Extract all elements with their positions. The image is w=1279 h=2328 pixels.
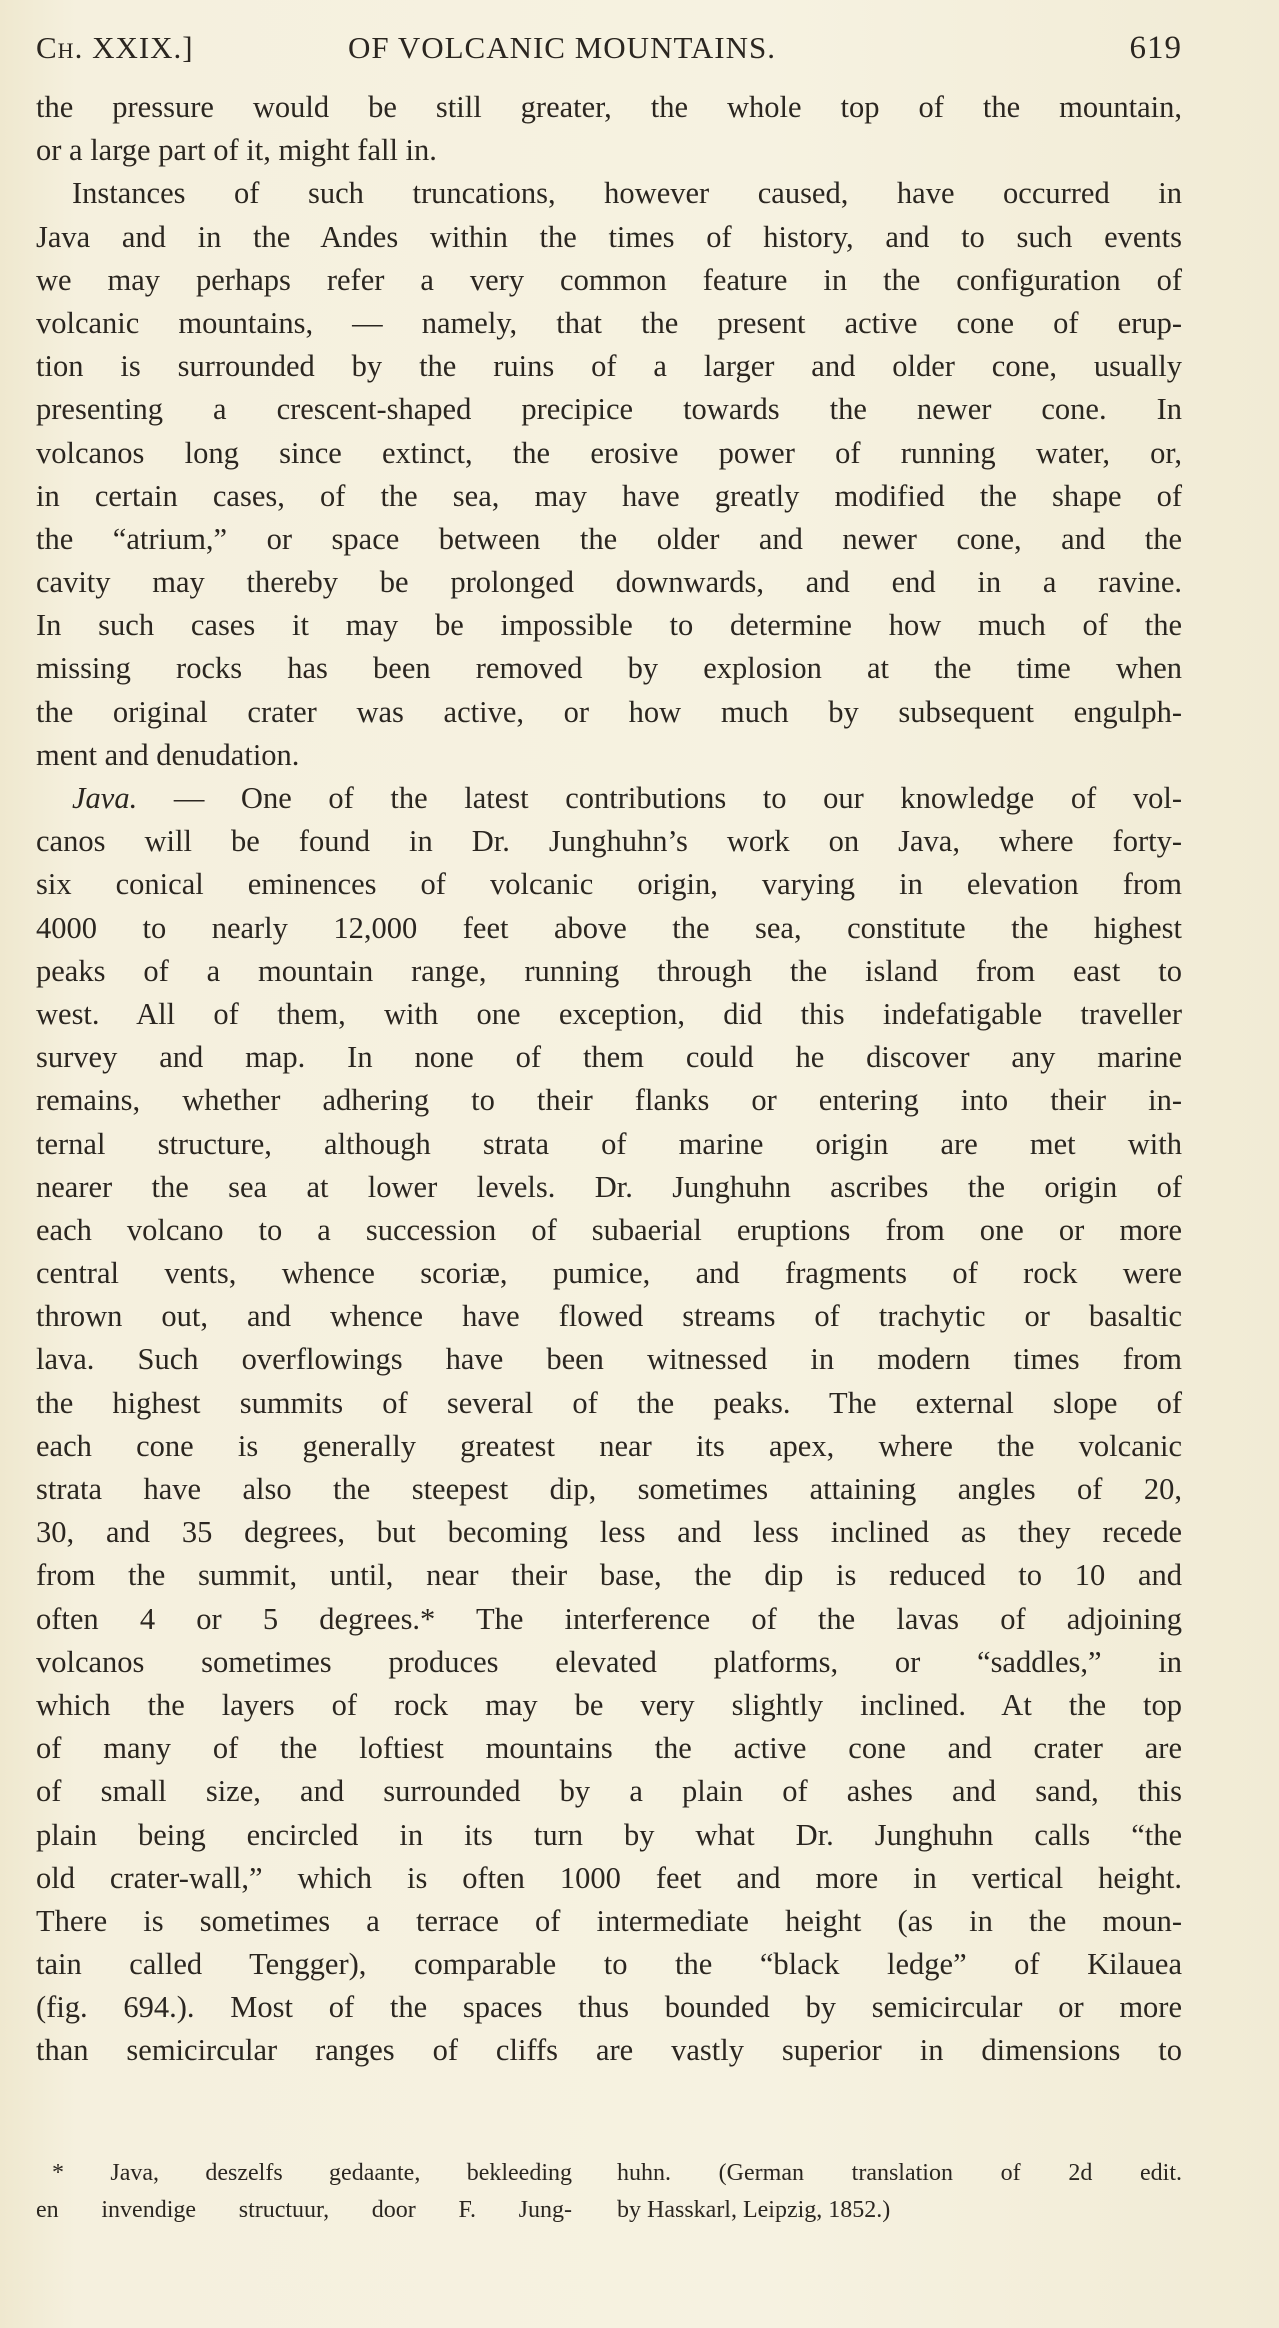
text-line-content: lava. Such overflowings have been witnessed in modern times from: [36, 1342, 1182, 1377]
text-line-content: Instances of such truncations, however caused, have occurred in: [72, 176, 1182, 211]
text-line: [36, 993, 1182, 1036]
text-line-content: in certain cases, of the sea, may have greatly modified the shape of: [36, 478, 1182, 513]
text-line-content: which the layers of rock may be very slightly inclined. At the top: [36, 1687, 1182, 1722]
text-line-content: of small size, and surrounded by a plain of ashes and sand, this: [36, 1774, 1182, 1809]
text-line-content: There is sometimes a terrace of intermediate height (as in the moun-: [36, 1903, 1182, 1938]
text-line-content: or a large part of it, might fall in.: [36, 133, 437, 168]
text-line-content: each cone is generally greatest near its apex, where the volcanic: [36, 1428, 1182, 1463]
text-line: [36, 1295, 1182, 1338]
text-line: [36, 691, 1182, 734]
text-line-content: volcanos long since extinct, the erosive power of running water, or,: [36, 435, 1182, 470]
text-line-content: missing rocks has been removed by explosion at the time when: [36, 651, 1182, 686]
body-text: [36, 86, 1182, 2073]
text-line-content: cavity may thereby be prolonged downwards, and end in a ravine.: [36, 565, 1182, 600]
footnote-line: en invendige structuur, door F. Jung-: [36, 2197, 572, 2223]
footnote-line: by Hasskarl, Leipzig, 1852.): [617, 2197, 891, 2223]
text-line: [36, 1166, 1182, 1209]
text-line: [36, 1209, 1182, 1252]
text-line: [36, 129, 1182, 172]
text-line: [36, 1727, 1182, 1770]
running-header: [36, 30, 1182, 74]
text-line: [36, 863, 1182, 906]
text-line-content: Java and in the Andes within the times of history, and to such events: [36, 219, 1182, 254]
text-line: [36, 1468, 1182, 1511]
text-line-content: the original crater was active, or how much by subsequent engulph-: [36, 694, 1182, 729]
text-line: [36, 777, 1182, 820]
text-line: [36, 302, 1182, 345]
text-line-content: ment and denudation.: [36, 737, 300, 772]
text-line: [36, 1079, 1182, 1122]
text-line-content: (fig. 694.). Most of the spaces thus bounded by semicircular or more: [36, 1990, 1182, 2025]
text-line-content: plain being encircled in its turn by what Dr. Junghuhn calls “the: [36, 1817, 1182, 1852]
text-line: [36, 1641, 1182, 1684]
text-line-content: 4000 to nearly 12,000 feet above the sea, constitute the highest: [36, 910, 1182, 945]
text-line-content: thrown out, and whence have flowed streams of trachytic or basaltic: [36, 1299, 1182, 1334]
text-line: [36, 907, 1182, 950]
text-line: [36, 1252, 1182, 1295]
text-line-content: presenting a crescent-shaped precipice towards the newer cone. In: [36, 392, 1182, 427]
text-line-content: we may perhaps refer a very common feature in the configuration of: [36, 262, 1182, 297]
text-line-content: survey and map. In none of them could he discover any marine: [36, 1040, 1182, 1075]
text-line-content: 30, and 35 degrees, but becoming less and less inclined as they recede: [36, 1515, 1182, 1550]
footnote-line: * Java, deszelfs gedaante, bekleeding: [52, 2160, 572, 2186]
footnote-line: huhn. (German translation of 2d edit.: [617, 2160, 1182, 2186]
text-line: [36, 1986, 1182, 2029]
section-heading-italic: Java.: [72, 781, 138, 815]
text-line: [36, 950, 1182, 993]
chapter-label: Ch. XXIX.]: [36, 30, 194, 65]
text-line: [36, 561, 1182, 604]
text-line: [36, 820, 1182, 863]
text-line: [36, 1554, 1182, 1597]
text-line-content: strata have also the steepest dip, sometimes attaining angles of 20,: [36, 1472, 1182, 1506]
text-line: [36, 1900, 1182, 1943]
text-line-content: from the summit, until, near their base, the dip is reduced to 10 and: [36, 1558, 1182, 1593]
text-line: [36, 734, 1182, 777]
text-line-content: ternal structure, although strata of marine origin are met with: [36, 1126, 1182, 1161]
text-line: [36, 1511, 1182, 1554]
text-line: [36, 1338, 1182, 1381]
footnote-left-column: [36, 2155, 572, 2229]
text-line-content: tion is surrounded by the ruins of a larger and older cone, usually: [36, 349, 1182, 384]
page-number: 619: [1129, 30, 1182, 66]
text-line: [36, 1425, 1182, 1468]
text-line-content: the “atrium,” or space between the older and newer cone, and the: [36, 521, 1182, 556]
text-line-content: volcanic mountains, — namely, that the present active cone of erup-: [36, 305, 1182, 340]
text-line: [36, 432, 1182, 475]
footnote-right-column: [617, 2155, 1182, 2229]
text-line-content: old crater-wall,” which is often 1000 feet and more in vertical height.: [36, 1860, 1182, 1895]
text-line-content: peaks of a mountain range, running through the island from east to: [36, 953, 1182, 988]
text-line: [36, 1814, 1182, 1857]
text-line: [36, 2029, 1182, 2072]
text-line-content: often 4 or 5 degrees.* The interference of the lavas of adjoining: [36, 1601, 1182, 1636]
text-line: [36, 647, 1182, 690]
text-line-content: nearer the sea at lower levels. Dr. Junghuhn ascribes the origin of: [36, 1169, 1182, 1204]
text-line: [36, 345, 1182, 388]
text-line: [36, 1036, 1182, 1079]
text-line-content: of many of the loftiest mountains the active cone and crater are: [36, 1731, 1182, 1766]
text-line: [36, 1123, 1182, 1166]
text-line-content: the pressure would be still greater, the whole top of the mountain,: [36, 90, 1182, 124]
text-line-content: the highest summits of several of the peaks. The external slope of: [36, 1385, 1182, 1420]
text-line: [36, 216, 1182, 259]
text-line: [36, 388, 1182, 431]
text-line-content: each volcano to a succession of subaerial eruptions from one or more: [36, 1212, 1182, 1247]
text-line: [36, 1857, 1182, 1900]
text-line: [36, 1943, 1182, 1986]
text-line-content: than semicircular ranges of cliffs are vastly superior in dimensions to: [36, 2033, 1182, 2068]
text-line-content: six conical eminences of volcanic origin, varying in elevation from: [36, 867, 1182, 902]
text-line: [36, 518, 1182, 561]
text-line: [36, 1598, 1182, 1641]
text-line-content: — One of the latest contributions to our knowledge of vol-: [137, 781, 1182, 815]
text-line-content: tain called Tengger), comparable to the “black ledge” of Kilauea: [36, 1947, 1182, 1982]
text-line-content: volcanos sometimes produces elevated platforms, or “saddles,” in: [36, 1644, 1182, 1679]
text-line-content: west. All of them, with one exception, did this indefatigable traveller: [36, 996, 1182, 1031]
running-title: OF VOLCANIC MOUNTAINS.: [348, 30, 776, 65]
text-line-content: central vents, whence scoriæ, pumice, and fragments of rock were: [36, 1256, 1182, 1291]
text-line: [36, 172, 1182, 215]
text-line: [36, 1382, 1182, 1425]
text-line: [36, 86, 1182, 129]
text-line: [36, 1770, 1182, 1813]
text-line: [36, 259, 1182, 302]
text-line: [36, 475, 1182, 518]
text-line-content: In such cases it may be impossible to determine how much of the: [36, 608, 1182, 643]
text-line: [36, 604, 1182, 647]
text-line-content: canos will be found in Dr. Junghuhn’s work on Java, where forty-: [36, 824, 1182, 859]
text-line-content: remains, whether adhering to their flanks or entering into their in-: [36, 1083, 1182, 1118]
text-line: [36, 1684, 1182, 1727]
